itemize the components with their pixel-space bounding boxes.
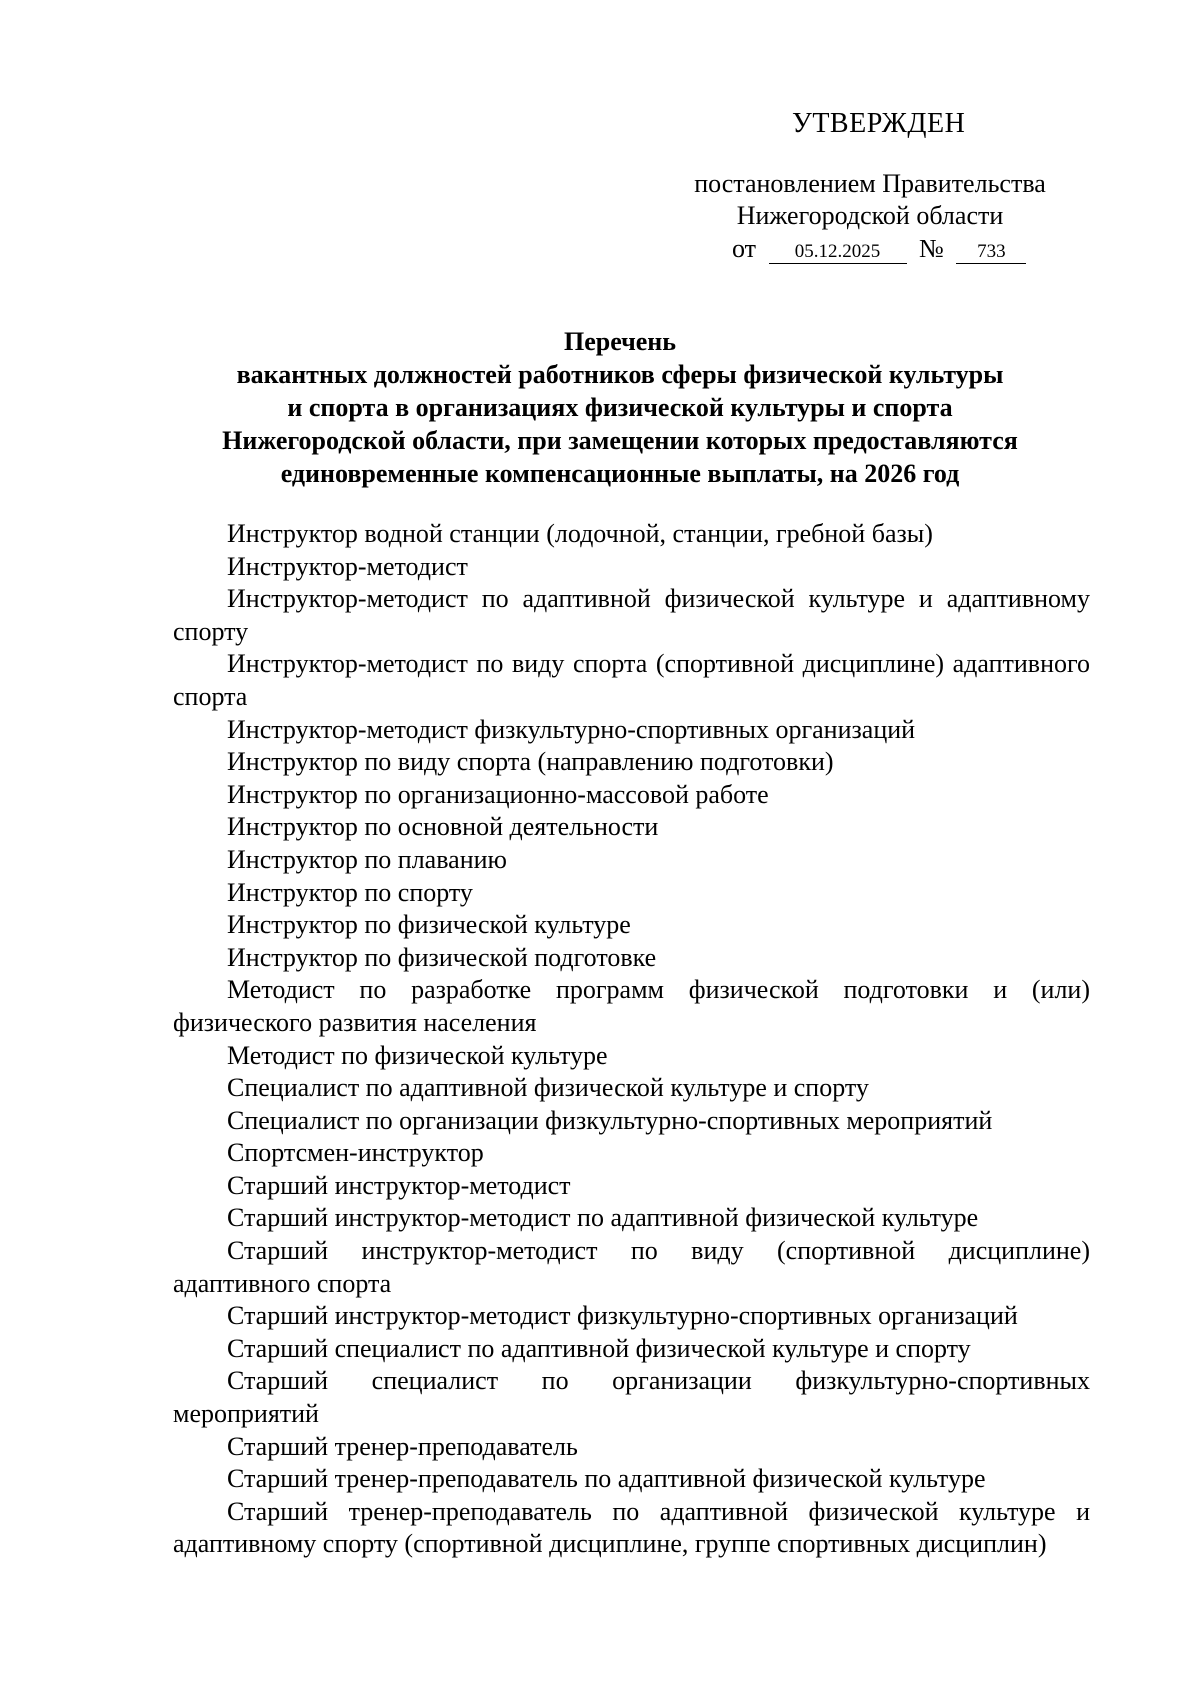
approval-date-number-row (732, 232, 1080, 266)
list-item: Старший инструктор-методист (227, 1170, 571, 1200)
list-item: Старший специалист по организации физкультурно-спортивных мероприятий (173, 1366, 1090, 1429)
list-item: Старший тренер-преподаватель (227, 1431, 578, 1461)
list-item: Методист по разработке программ физической подготовки и (или) физического развития населения (173, 975, 1090, 1037)
approval-heading: УТВЕРЖДЕН (792, 108, 966, 139)
approval-line-region: Нижегородской области (736, 201, 1004, 230)
number-sign: № (919, 234, 944, 263)
list-item: Старший инструктор-методист по виду (спортивной дисциплине) адаптивного спорта (173, 1236, 1090, 1298)
positions-list (173, 518, 1090, 1561)
title-line-5: единовременные компенсационные выплаты, на 2026 год (280, 459, 960, 488)
list-item: Инструктор по физической культуре (227, 910, 631, 940)
list-item: Спортсмен-инструктор (227, 1138, 484, 1168)
list-item: Инструктор по плаванию (227, 844, 507, 874)
list-item: Инструктор по основной деятельности (227, 812, 659, 842)
list-item: Инструктор-методист по виду спорта (спортивной дисциплине) адаптивного спорта (173, 649, 1090, 711)
list-item: Старший тренер-преподаватель по адаптивной физической культуре и адаптивному спорту (спортивной дисциплине, группе спортивных дисциплин) (173, 1496, 1090, 1559)
list-item: Методист по физической культуре (227, 1040, 608, 1070)
title-line-3: и спорта в организациях физической культуры и спорта (287, 393, 953, 422)
approval-number: 733 (956, 241, 1026, 264)
approval-stamp-block (660, 108, 1080, 266)
approval-date: 05.12.2025 (769, 241, 907, 264)
title-line-4: Нижегородской области, при замещении которых предоставляются (222, 426, 1018, 455)
document-title (150, 325, 1090, 490)
list-item: Инструктор-методист по адаптивной физической культуре и адаптивному спорту (173, 584, 1090, 646)
list-item: Инструктор по физической подготовке (227, 942, 657, 972)
title-line-2: вакантных должностей работников сферы физической культуры (236, 360, 1004, 389)
list-item: Инструктор по виду спорта (направлению подготовки) (227, 747, 834, 777)
list-item: Специалист по организации физкультурно-спортивных мероприятий (227, 1105, 993, 1135)
date-prefix: от (732, 234, 757, 263)
list-item: Инструктор по организационно-массовой работе (227, 779, 769, 809)
list-item: Старший инструктор-методист по адаптивной физической культуре (227, 1203, 979, 1233)
list-item: Старший тренер-преподаватель по адаптивной физической культуре (227, 1464, 986, 1494)
list-item: Старший инструктор-методист физкультурно-спортивных организаций (227, 1301, 1018, 1331)
list-item: Инструктор водной станции (лодочной, станции, гребной базы) (227, 519, 933, 548)
list-item: Инструктор-методист (227, 551, 468, 581)
title-line-1: Перечень (563, 327, 677, 356)
list-item: Специалист по адаптивной физической культуре и спорту (227, 1073, 869, 1103)
list-item: Инструктор по спорту (227, 877, 473, 907)
list-item: Инструктор-методист физкультурно-спортивных организаций (227, 714, 916, 744)
list-item: Старший специалист по адаптивной физической культуре и спорту (227, 1333, 971, 1363)
approval-line-resolution: постановлением Правительства (694, 169, 1046, 198)
